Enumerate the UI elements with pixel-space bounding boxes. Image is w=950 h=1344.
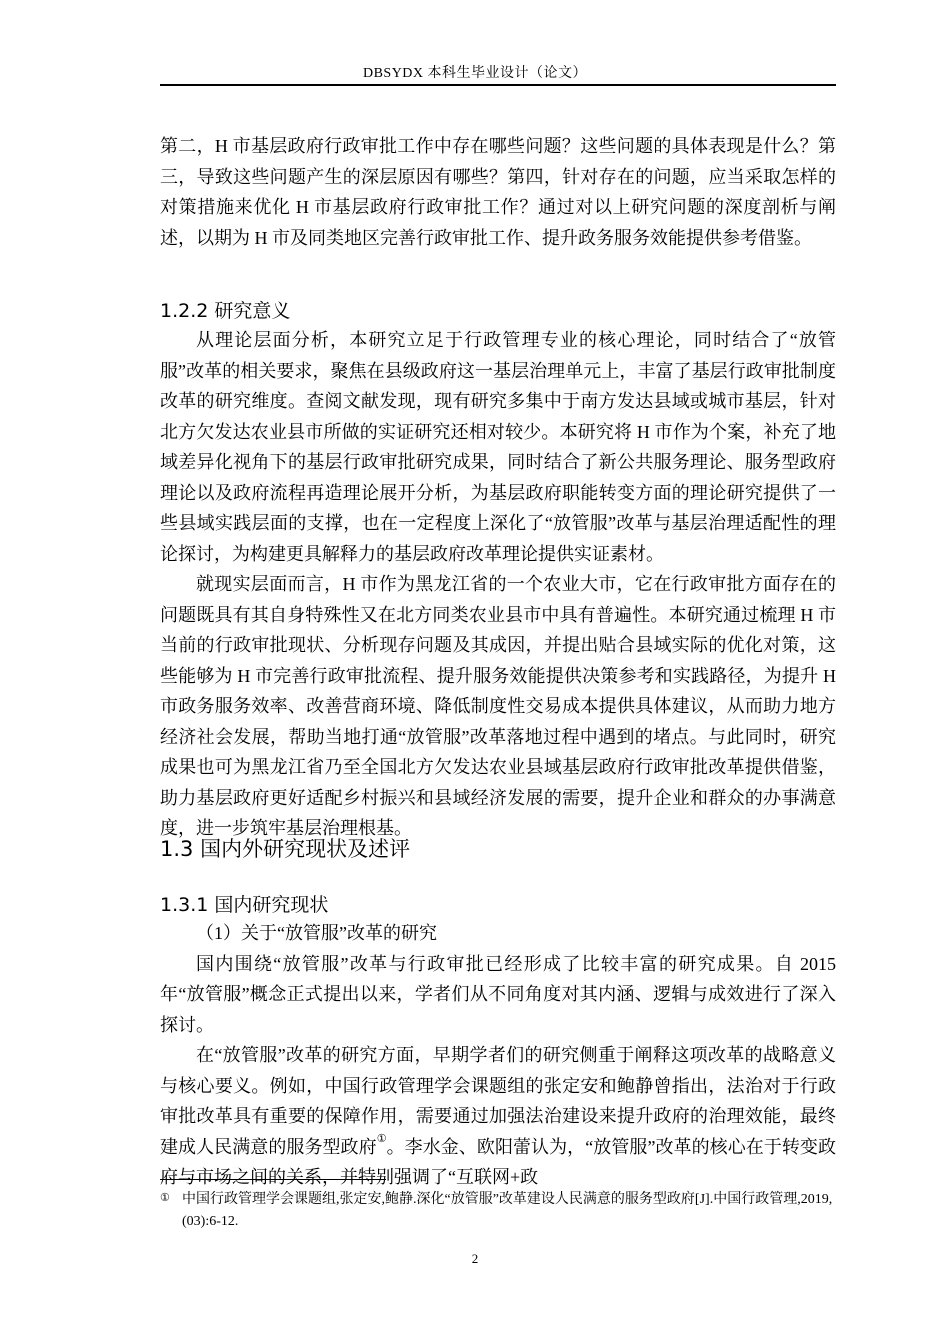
domestic-paragraph-1: 国内围绕“放管服”改革与行政审批已经形成了比较丰富的研究成果。自 2015 年“放管服”概念正式提出以来，学者们从不同角度对其内涵、逻辑与成效进行了深入探讨。 xyxy=(160,953,836,1035)
footnote-divider xyxy=(160,1179,386,1180)
theory-paragraph: 从理论层面分析，本研究立足于行政管理专业的核心理论，同时结合了“放管服”改革的相关要求，聚焦在县级政府这一基层治理单元上，丰富了基层行政审批制度改革的研究维度。查阅文献发现，现有研究多集中于南方发达县域或城市基层，针对北方欠发达农业县市所做的实证研究还相对较少。本研究将 H 市作为个案，补充了地域差异化视角下的基层行政审批研究成果，同时结合了新公共服务理论、服务型政府理论以及政府流程再造理论展开分析，为基层政府职能转变方面的理论研究提供了一些县域实践层面的支撑，也在一定程度上深化了“放管服”改革与基层治理适配性的理论探讨，为构建更具解释力的基层政府改革理论提供实证素材。 xyxy=(160,330,836,564)
research-significance-block xyxy=(160,325,836,844)
page-header: DBSYDX 本科生毕业设计（论文） xyxy=(362,66,588,81)
footnote-mark: ① xyxy=(160,1192,170,1204)
footnote-text: 中国行政管理学会课题组,张定安,鲍静.深化“放管服”改革建设人民满意的服务型政府[J].中国行政管理,2019,(03):6-12. xyxy=(182,1192,833,1229)
footnote xyxy=(160,1189,836,1233)
header-divider xyxy=(160,84,836,86)
intro-block xyxy=(160,131,836,253)
paragraph-text: 。李水金、欧阳蕾认为，“放管服”改革的核心在于转变政府与市场之间的关系，并特别强调了“互联网+政 xyxy=(160,1136,836,1187)
section-heading-1-3-1: 1.3.1 国内研究现状 xyxy=(160,894,329,916)
section-heading-1-2-2: 1.2.2 研究意义 xyxy=(160,300,291,322)
page-number: 2 xyxy=(471,1251,479,1266)
footnote-reference[interactable]: ① xyxy=(376,1132,387,1145)
section-heading-1-3: 1.3 国内外研究现状及述评 xyxy=(160,837,411,861)
domestic-paragraph-2 xyxy=(160,1040,836,1193)
domestic-research-block xyxy=(160,918,836,1193)
paragraph-text: 在“放管服”改革的研究方面，早期学者们的研究侧重于阐释这项改革的战略意义与核心要义。例如，中国行政管理学会课题组的张定安和鲍静曾指出，法治对于行政审批改革具有重要的保障作用，需要通过加强法治建设来提升政府的治理效能，最终建成人民满意的服务型政府 xyxy=(160,1045,836,1157)
intro-paragraph: 第二，H 市基层政府行政审批工作中存在哪些问题？这些问题的具体表现是什么？第三，导致这些问题产生的深层原因有哪些？第四，针对存在的问题，应当采取怎样的对策措施来优化 H 市基层政府行政审批工作？通过对以上研究问题的深度剖析与阐述，以期为 H 市及同类地区完善行政审批工作、提升政务服务效能提供参考借鉴。 xyxy=(160,136,836,248)
subsection-heading: （1）关于“放管服”改革的研究 xyxy=(196,923,437,943)
practice-paragraph: 就现实层面而言，H 市作为黑龙江省的一个农业大市，它在行政审批方面存在的问题既具有其自身特殊性又在北方同类农业县市中具有普遍性。本研究通过梳理 H 市当前的行政审批现状、分析现存问题及其成因，并提出贴合县域实际的优化对策，这些能够为 H 市完善行政审批流程、提升服务效能提供决策参考和实践路径，为提升 H 市政务服务效率、改善营商环境、降低制度性交易成本提供具体建议，从而助力地方经济社会发展，帮助当地打通“放管服”改革落地过程中遇到的堵点。与此同时，研究成果也可为黑龙江省乃至全国北方欠发达农业县域基层政府行政审批改革提供借鉴，助力基层政府更好适配乡村振兴和县域经济发展的需要，提升企业和群众的办事满意度，进一步筑牢基层治理根基。 xyxy=(160,574,836,838)
